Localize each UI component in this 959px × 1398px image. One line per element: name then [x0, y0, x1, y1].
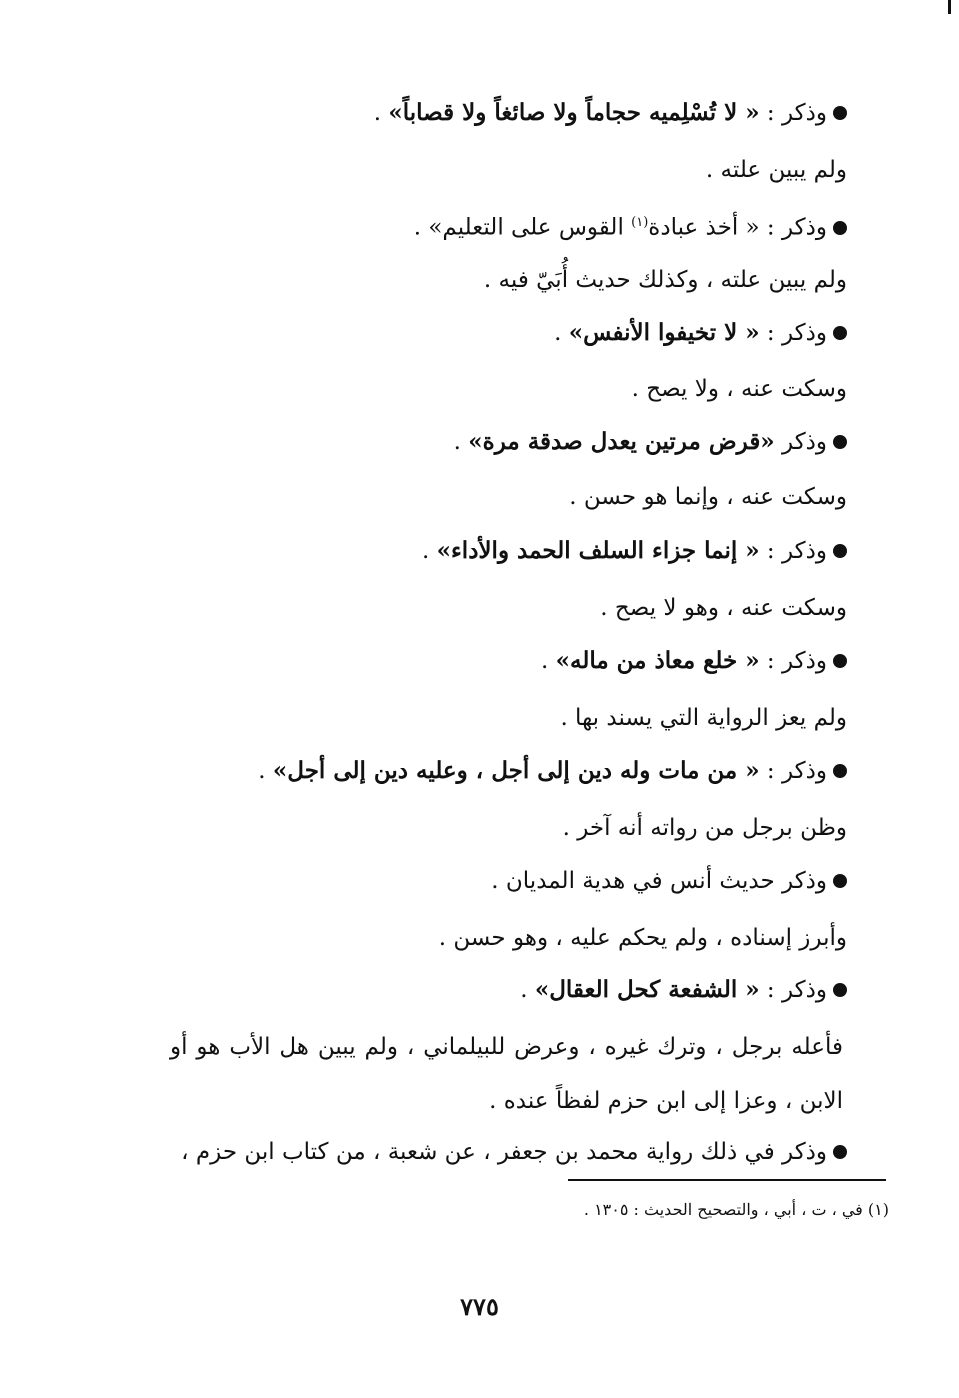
entry-tail: . — [520, 977, 535, 1003]
entry-lead: وذكر : — [759, 648, 827, 674]
bullet-icon — [833, 106, 847, 120]
entry-comment: وأبرز إسناده ، ولم يحكم عليه ، وهو حسن . — [438, 925, 847, 951]
entry-quote-start: « أخذ عبادة — [648, 214, 760, 241]
entry-paragraph: فأعله برجل ، وترك غيره ، وعرض للبيلماني ، ولم يبين هل الأب هو أو الابن ، وعزا إلى ابن حزم لفظاً عنده . — [170, 1034, 843, 1114]
scan-edge-mark — [948, 0, 951, 14]
entry-lead: وذكر : — [759, 977, 827, 1003]
bullet-icon — [833, 874, 847, 888]
entry-quote: « خلع معاذ من ماله» — [555, 647, 760, 674]
entry-quote: « لا تخيفوا الأنفس» — [568, 319, 760, 346]
entry-quote: « الشفعة كحل العقال» — [534, 976, 760, 1003]
entry-comment: وظن برجل من رواته أنه آخر . — [562, 815, 847, 841]
bullet-icon — [833, 983, 847, 997]
entry-mention — [541, 644, 847, 678]
entry-comment: وسكت عنه ، وهو لا يصح . — [600, 595, 847, 621]
bullet-icon — [833, 221, 847, 235]
bullet-icon — [833, 326, 847, 340]
bullet-icon — [833, 544, 847, 558]
entry-tail: . — [453, 429, 469, 455]
entry-tail: . — [258, 758, 273, 784]
entry-quote: « إنما جزاء السلف الحمد والأداء» — [436, 537, 760, 564]
entry-comment: ولم يبين علته . — [705, 157, 847, 183]
entry-mention — [491, 864, 847, 898]
entry-mention — [520, 973, 847, 1007]
entry-tail: . — [554, 320, 569, 346]
page-number: ٧٧٥ — [460, 1292, 499, 1321]
entry-lead: وذكر : — [759, 100, 827, 126]
bullet-icon — [833, 1145, 847, 1159]
entry-comment: ولم يبين علته ، وكذلك حديث أُبَيّ فيه . — [483, 267, 847, 293]
bullet-icon — [833, 435, 847, 449]
entry-quote: «قرض مرتين يعدل صدقة مرة» — [468, 428, 775, 455]
entry-lead: وذكر حديث أنس في هدية المديان . — [491, 868, 827, 894]
entry-tail: . — [540, 648, 556, 674]
entry-lead: وذكر — [774, 429, 827, 455]
footnote-divider — [568, 1179, 886, 1181]
entry-tail: . — [421, 538, 437, 564]
entry-comment: وسكت عنه ، وإنما هو حسن . — [569, 484, 847, 510]
entry-mention — [422, 534, 847, 568]
entry-comment: ولم يعز الرواية التي يسند بها . — [560, 705, 847, 731]
entry-mention — [454, 425, 847, 459]
entry-mention — [414, 206, 847, 245]
entry-lead: وذكر : — [759, 320, 827, 346]
entry-mention — [554, 316, 847, 350]
footnote: (١) في ، ت ، أبي ، والتصحيح الحديث : ١٣٠٥ . — [583, 1200, 889, 1219]
entry-mention — [258, 754, 847, 788]
entry-lead: وذكر : — [759, 758, 827, 784]
entry-tail: . — [373, 100, 389, 126]
bullet-icon — [833, 654, 847, 668]
entry-mention — [374, 96, 847, 130]
footnote-ref: (١) — [631, 215, 649, 230]
entry-lead: وذكر : — [759, 538, 827, 564]
entry-mention — [181, 1135, 847, 1169]
entry-quote: « لا تُسْلِميه حجاماً ولا صائغاً ولا قصاباً» — [388, 99, 760, 126]
entry-lead: وذكر : — [759, 214, 827, 241]
entry-comment: وسكت عنه ، ولا يصح . — [631, 376, 847, 402]
bullet-icon — [833, 764, 847, 778]
entry-quote-end: القوس على التعليم» . — [413, 214, 632, 241]
entry-quote: « من مات وله دين إلى أجل ، وعليه دين إلى أجل» — [272, 757, 760, 784]
entry-lead: وذكر في ذلك رواية محمد بن جعفر ، عن شعبة ، من كتاب ابن حزم ، — [181, 1139, 827, 1165]
